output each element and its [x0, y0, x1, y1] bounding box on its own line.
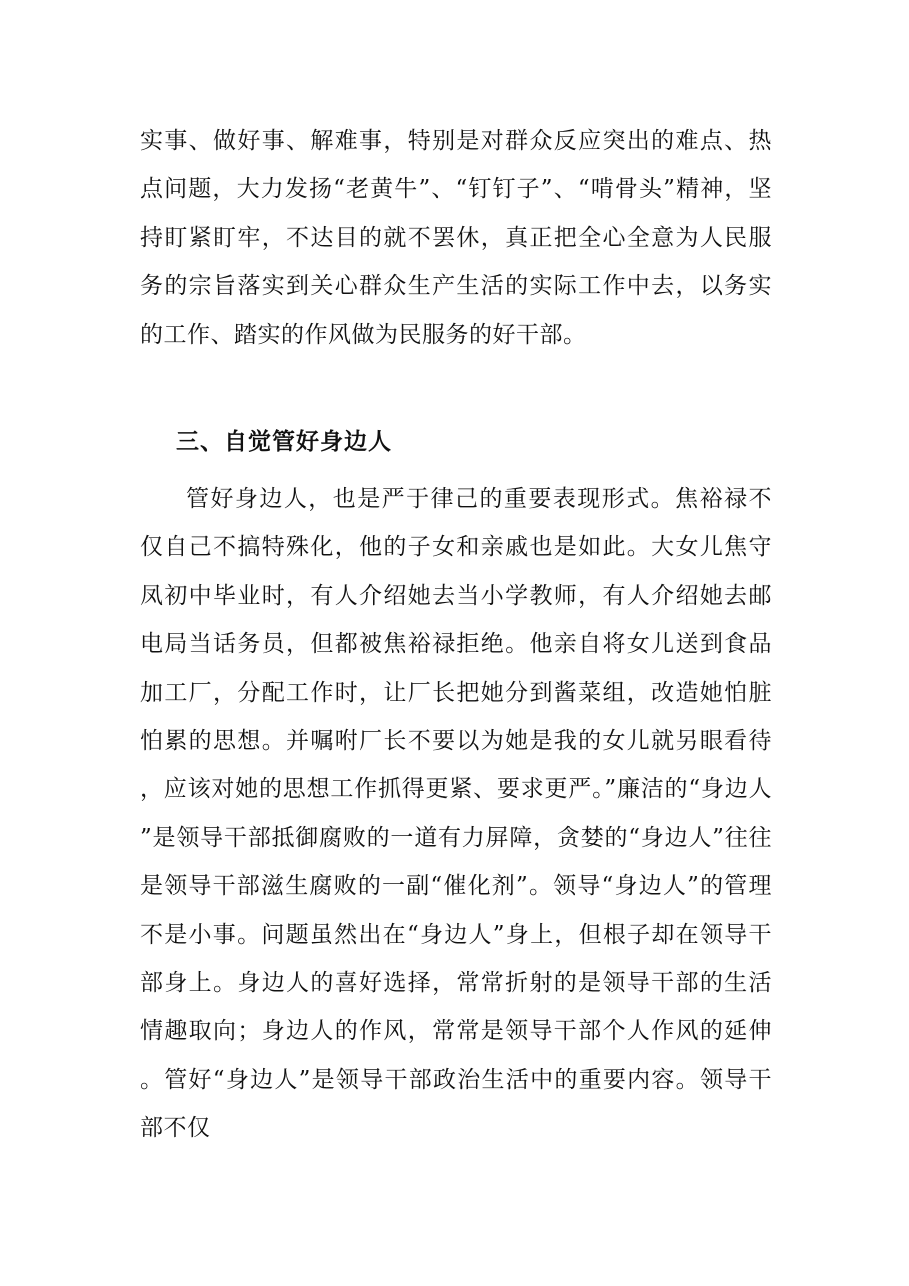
- section-heading: 三、自觉管好身边人: [176, 429, 392, 455]
- continuation-paragraph: 实事、做好事、解难事，特别是对群众反应突出的难点、热点问题，大力发扬“老黄牛”、“钉钉子”、“啃骨头”精神，坚持盯紧盯牢，不达目的就不罢休，真正把全心全意为人民服务的宗旨落实到关心群众生产生活的实际工作中去，以务实的工作、踏实的作风做为民服务的好干部。: [140, 128, 772, 348]
- section-paragraph: 管好身边人，也是严于律己的重要表现形式。焦裕禄不仅自己不搞特殊化，他的子女和亲戚也是如此。大女儿焦守凤初中毕业时，有人介绍她去当小学教师，有人介绍她去邮电局当话务员，但都被焦裕禄拒绝。他亲自将女儿送到食品加工厂，分配工作时，让厂长把她分到酱菜组，改造她怕脏怕累的思想。并嘱咐厂长不要以为她是我的女儿就另眼看待，应该对她的思想工作抓得更紧、要求更严。”廉洁的“身边人”是领导干部抵御腐败的一道有力屏障，贪婪的“身边人”往往是领导干部滋生腐败的一副“催化剂”。领导“身边人”的管理不是小事。问题虽然出在“身边人”身上，但根子却在领导干部身上。身边人的喜好选择，常常折射的是领导干部的生活情趣取向；身边人的作风，常常是领导干部个人作风的延伸。管好“身边人”是领导干部政治生活中的重要内容。领导干部不仅: [140, 486, 772, 1142]
